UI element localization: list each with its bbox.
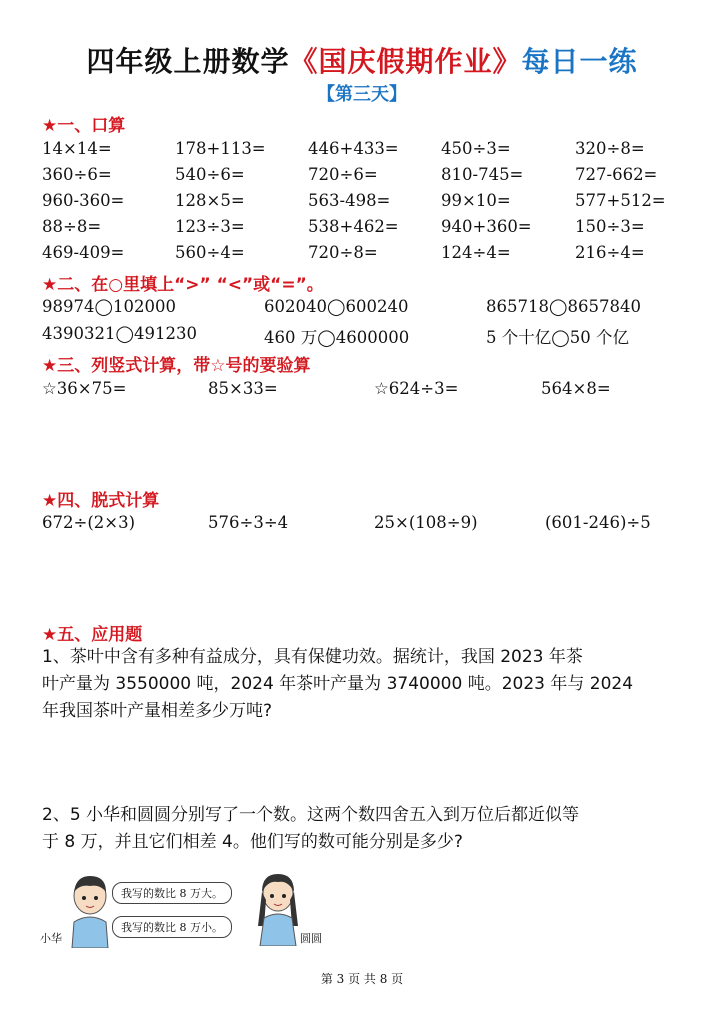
mental-math-item: 540÷6= [175, 165, 245, 184]
girl-figure-icon [248, 866, 308, 946]
title-grade: 四年级上册数学 [86, 45, 290, 78]
mental-math-item: 450÷3= [441, 139, 511, 158]
title-daily: 每日一练 [521, 45, 638, 78]
day-label: 【第三天】 [317, 84, 407, 105]
mental-math-item: 560÷4= [175, 243, 245, 262]
mental-math-item: 960-360= [42, 191, 125, 210]
comparison-item: 5 个十亿◯50 个亿 [486, 328, 629, 347]
mental-math-item: 940+360= [441, 217, 532, 236]
mental-math-item: 124÷4= [441, 243, 511, 262]
page-title [0, 40, 724, 80]
mental-math-item: 563-498= [308, 191, 391, 210]
problem-line: 叶产量为 3550000 吨，2024 年茶叶产量为 3740000 吨。2023 年与 2024 [42, 674, 634, 694]
title-homework: 《国庆假期作业》 [289, 45, 522, 78]
step-calc-item: 576÷3÷4 [208, 513, 289, 532]
boy-name: 小华 [40, 932, 62, 945]
mental-math-item: 720÷6= [308, 165, 378, 184]
problem-line: 2、5 小华和圆圆分别写了一个数。这两个数四舍五入到万位后都近似等 [42, 805, 580, 825]
mental-math-item: 720÷8= [308, 243, 378, 262]
speech-bubble-girl: 我写的数比 8 万小。 [112, 916, 232, 938]
mental-math-item: 538+462= [308, 217, 399, 236]
mental-math-item: 810-745= [441, 165, 524, 184]
comparison-item: 4390321◯491230 [42, 324, 197, 343]
mental-math-item: 99×10= [441, 191, 511, 210]
step-calc-item: 25×(108÷9) [374, 513, 478, 532]
section-4-heading: ★四、脱式计算 [42, 491, 160, 511]
boy-figure-icon [60, 868, 120, 948]
vertical-calc-item: ☆36×75= [42, 379, 127, 398]
mental-math-item: 577+512= [575, 191, 666, 210]
speech-bubble-boy: 我写的数比 8 万大。 [112, 882, 232, 904]
vertical-calc-item: 564×8= [541, 379, 611, 398]
section-1-heading: ★一、口算 [42, 116, 126, 136]
section-5-heading: ★五、应用题 [42, 625, 143, 645]
section-2-heading: ★二、在○里填上“>” “<”或“=”。 [42, 275, 324, 295]
mental-math-item: 469-409= [42, 243, 125, 262]
mental-math-item: 727-662= [575, 165, 658, 184]
step-calc-item: 672÷(2×3) [42, 513, 136, 532]
comparison-item: 602040◯600240 [264, 297, 409, 316]
mental-math-item: 14×14= [42, 139, 112, 158]
girl-name: 圆圆 [300, 932, 322, 945]
mental-math-item: 320÷8= [575, 139, 645, 158]
problem-line: 于 8 万，并且它们相差 4。他们写的数可能分别是多少? [42, 832, 463, 852]
word-problem-1 [42, 644, 690, 725]
section-3-heading: ★三、列竖式计算，带☆号的要验算 [42, 356, 311, 376]
page-number: 第 3 页 共 8 页 [320, 972, 404, 986]
comparison-item: 865718◯8657840 [486, 297, 641, 316]
mental-math-item: 123÷3= [175, 217, 245, 236]
mental-math-item: 128×5= [175, 191, 245, 210]
problem-line: 1、茶叶中含有多种有益成分，具有保健功效。据统计，我国 2023 年茶 [42, 647, 583, 667]
comparison-item: 98974◯102000 [42, 297, 176, 316]
mental-math-item: 216÷4= [575, 243, 645, 262]
mental-math-item: 88÷8= [42, 217, 102, 236]
mental-math-item: 150÷3= [575, 217, 645, 236]
problem-line: 年我国茶叶产量相差多少万吨? [42, 701, 273, 721]
vertical-calc-item: ☆624÷3= [374, 379, 459, 398]
comparison-item: 460 万◯4600000 [264, 328, 410, 347]
word-problem-2 [42, 802, 690, 856]
step-calc-item: (601-246)÷5 [545, 513, 651, 532]
vertical-calc-item: 85×33= [208, 379, 278, 398]
mental-math-item: 360÷6= [42, 165, 112, 184]
mental-math-item: 446+433= [308, 139, 399, 158]
mental-math-item: 178+113= [175, 139, 266, 158]
